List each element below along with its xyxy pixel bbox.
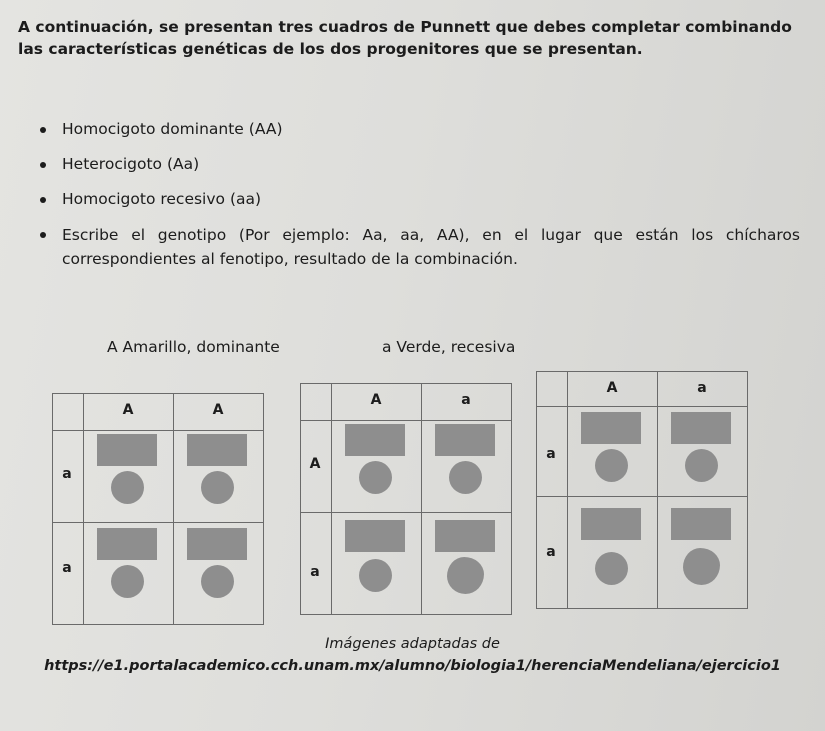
allele-top: A <box>606 380 618 396</box>
allele-top: A <box>122 402 134 418</box>
punnett-square-3 <box>536 371 748 609</box>
punnett-square-2 <box>300 383 512 615</box>
allele-top: a <box>461 392 471 408</box>
genotype-box[interactable] <box>671 508 731 540</box>
pea-icon-smooth <box>111 565 144 598</box>
source-url: https://e1.portalacademico.cch.unam.mx/alumno/biologia1/herenciaMendeliana/ejercicio1 <box>44 658 781 674</box>
genotype-box[interactable] <box>671 412 731 444</box>
instructions-paragraph: A continuación, se presentan tres cuadros de Punnett que debes completar combinando las características genéticas de los dos progenitores que se presentan. <box>18 18 792 58</box>
pea-icon-smooth <box>201 471 234 504</box>
allele-left: a <box>62 466 72 482</box>
allele-left: a <box>546 446 556 462</box>
genotype-box[interactable] <box>581 508 641 540</box>
allele-top: A <box>370 392 382 408</box>
legend-recessive: a Verde, recesiva <box>382 338 516 356</box>
punnett-square-1 <box>52 393 264 625</box>
image-credit-caption: Imágenes adaptadas de <box>325 636 500 652</box>
list-item: Homocigoto dominante (AA) <box>40 118 800 140</box>
allele-left: a <box>62 560 72 576</box>
genotype-box[interactable] <box>187 528 247 560</box>
list-item: Escribe el genotipo (Por ejemplo: Aa, aa, AA), en el lugar que están los chícharos correspondientes al fenotipo, resultado de la combinación. <box>40 223 800 271</box>
pea-icon-smooth <box>201 565 234 598</box>
allele-left: a <box>310 564 320 580</box>
genotype-box[interactable] <box>97 528 157 560</box>
pea-icon-smooth <box>685 449 718 482</box>
allele-left: a <box>546 544 556 560</box>
genotype-box[interactable] <box>187 434 247 466</box>
legend-dominant: A Amarillo, dominante <box>107 338 280 356</box>
genotype-box[interactable] <box>435 424 495 456</box>
instructions-list <box>40 118 800 284</box>
allele-top: A <box>212 402 224 418</box>
genotype-box[interactable] <box>435 520 495 552</box>
allele-top: a <box>697 380 707 396</box>
genotype-box[interactable] <box>97 434 157 466</box>
list-item: Homocigoto recesivo (aa) <box>40 188 800 210</box>
allele-left: A <box>309 456 321 472</box>
pea-icon-smooth <box>595 449 628 482</box>
pea-icon-wrinkled <box>449 559 482 592</box>
list-item: Heterocigoto (Aa) <box>40 153 800 175</box>
pea-icon-smooth <box>359 559 392 592</box>
pea-icon-smooth <box>359 461 392 494</box>
pea-icon-smooth <box>595 552 628 585</box>
pea-icon-wrinkled <box>685 550 718 583</box>
pea-icon-smooth <box>111 471 144 504</box>
pea-icon-smooth <box>449 461 482 494</box>
genotype-box[interactable] <box>581 412 641 444</box>
genotype-box[interactable] <box>345 424 405 456</box>
genotype-box[interactable] <box>345 520 405 552</box>
